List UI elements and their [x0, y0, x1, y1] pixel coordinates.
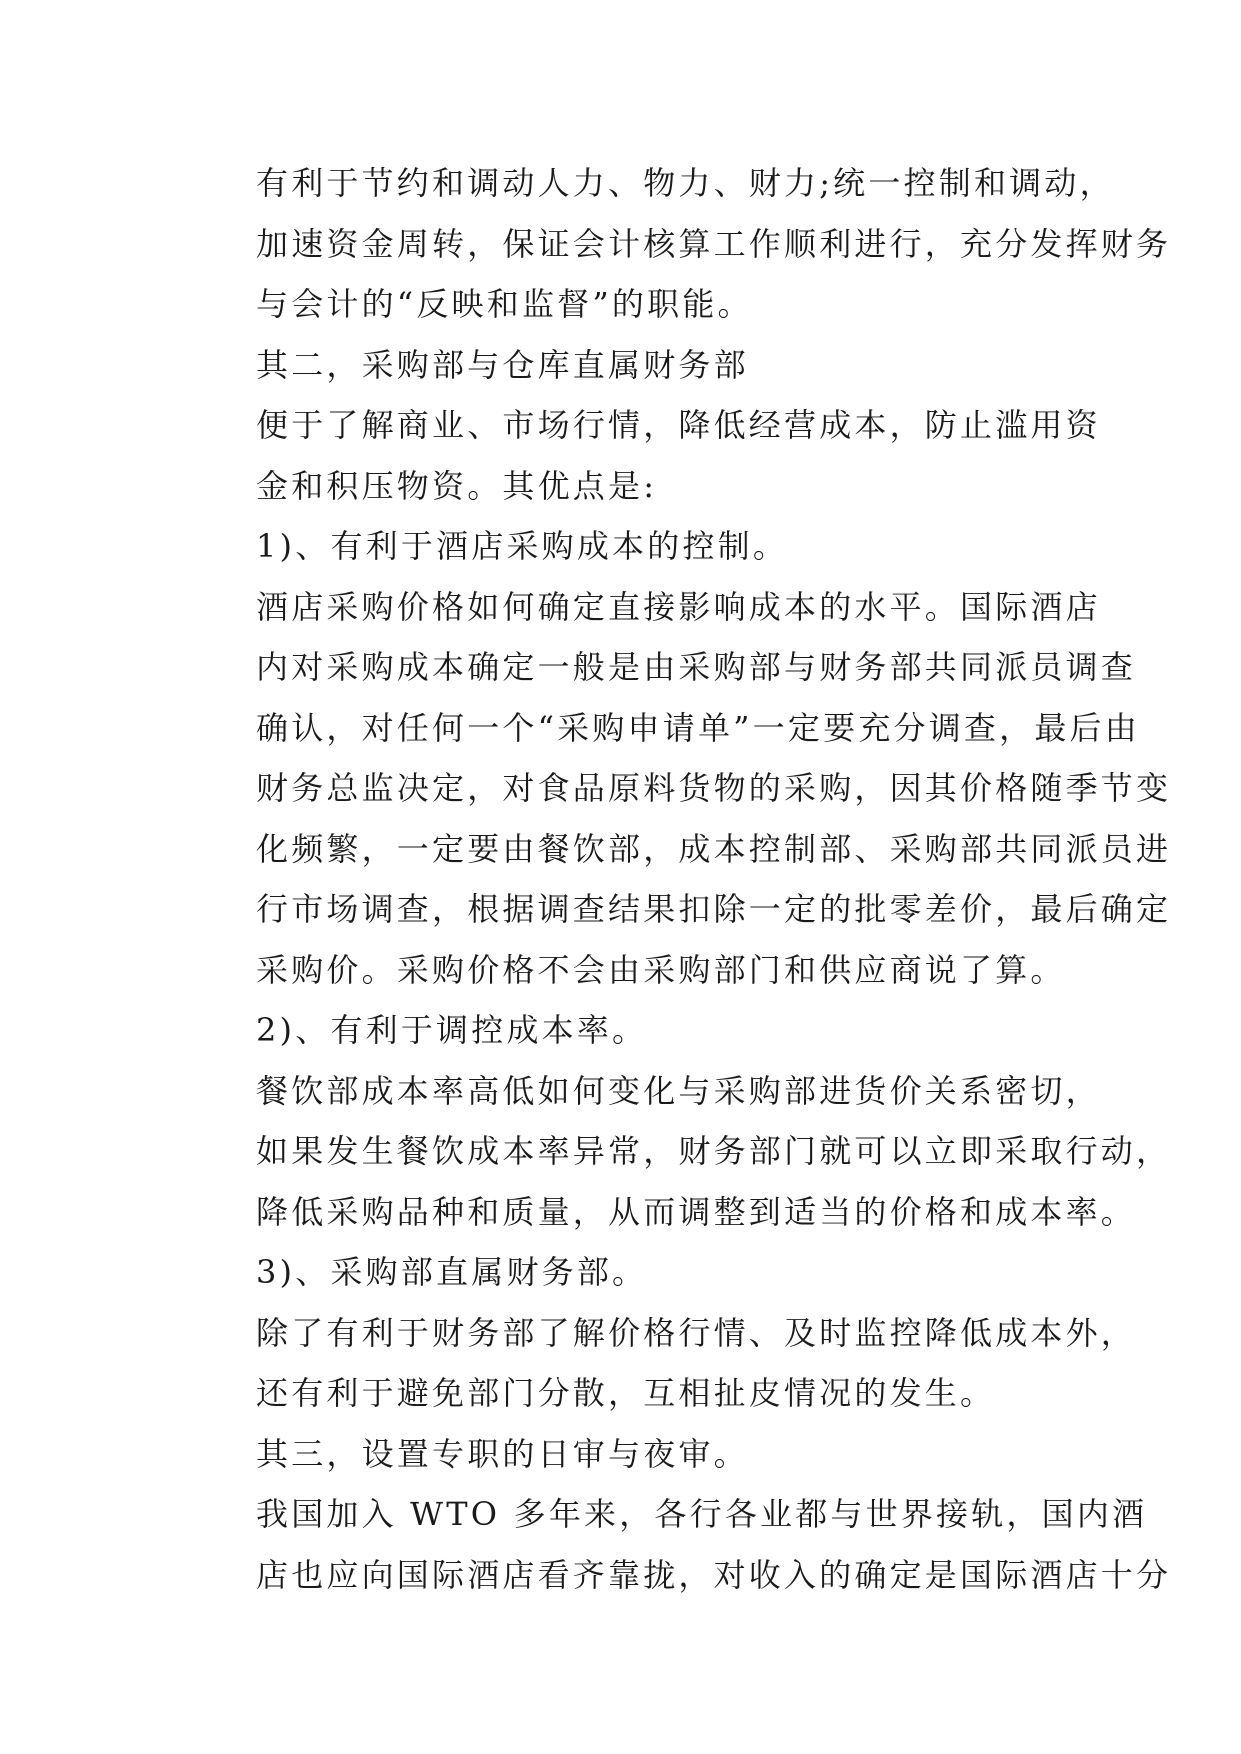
text-line: 酒店采购价格如何确定直接影响成本的水平。国际酒店: [256, 587, 1101, 626]
paragraph-purchase-price: [190, 577, 1172, 1001]
text-line: 餐饮部成本率高低如何变化与采购部进货价关系密切，: [256, 1071, 1101, 1110]
text-line: 行市场调查，根据调查结果扣除一定的批零差价，最后确定: [256, 890, 1172, 928]
text-line: 化频繁，一定要由餐饮部，成本控制部、采购部共同派员进: [256, 829, 1172, 868]
text-line: 我国加入 WTO 多年来，各行各业都与世界接轨，国内酒: [256, 1495, 1148, 1533]
text-line: 内对采购成本确定一般是由采购部与财务部共同派员调查: [256, 648, 1137, 686]
paragraph-wto: [190, 1484, 1172, 1605]
text-line: 其二，采购部与仓库直属财务部: [256, 345, 749, 384]
text-line: 确认，对任何一个“采购申请单”一定要充分调查，最后由: [256, 708, 1140, 747]
text-line: 还有利于避免部门分散，互相扯皮情况的发生。: [256, 1374, 996, 1412]
paragraph-cost-rate: [190, 1061, 1172, 1243]
paragraph-avoid-dispersion: [190, 1303, 1137, 1424]
text-line: 金和积压物资。其优点是:: [256, 466, 658, 505]
text-line: 3)、采购部直属财务部。: [256, 1253, 648, 1291]
text-line: 降低采购品种和质量，从而调整到适当的价格和成本率。: [256, 1192, 1137, 1231]
subheading-3: [190, 1242, 1070, 1303]
subheading-2: [190, 1000, 1070, 1061]
text-line: 店也应向国际酒店看齐靠拢，对收入的确定是国际酒店十分: [256, 1555, 1172, 1594]
text-line: 与会计的“反映和监督”的职能。: [256, 285, 753, 323]
text-line: 采购价。采购价格不会由采购部门和供应商说了算。: [256, 950, 1066, 989]
paragraph-market-understanding: [190, 395, 1101, 516]
text-line: 便于了解商业、市场行情，降低经营成本，防止滥用资: [256, 406, 1101, 444]
text-line: 如果发生餐饮成本率异常，财务部门就可以立即采取行动，: [256, 1132, 1172, 1170]
text-line: 2)、有利于调控成本率。: [256, 1011, 648, 1049]
text-line: 其三，设置专职的日审与夜审。: [256, 1434, 749, 1473]
text-line: 财务总监决定，对食品原料货物的采购，因其价格随季节变: [256, 769, 1172, 807]
subheading-1: [190, 516, 1070, 577]
text-line: 1)、有利于酒店采购成本的控制。: [256, 527, 789, 565]
heading-third-point: [190, 1424, 1070, 1485]
document-body: [190, 153, 1172, 1605]
text-line: 有利于节约和调动人力、物力、财力;统一控制和调动，: [256, 164, 1115, 202]
heading-second-point: [190, 335, 1070, 396]
text-line: 除了有利于财务部了解价格行情、及时监控降低成本外，: [256, 1313, 1137, 1352]
paragraph-unified-control: [190, 153, 1172, 335]
text-line: 加速资金周转，保证会计核算工作顺利进行，充分发挥财务: [256, 224, 1172, 263]
